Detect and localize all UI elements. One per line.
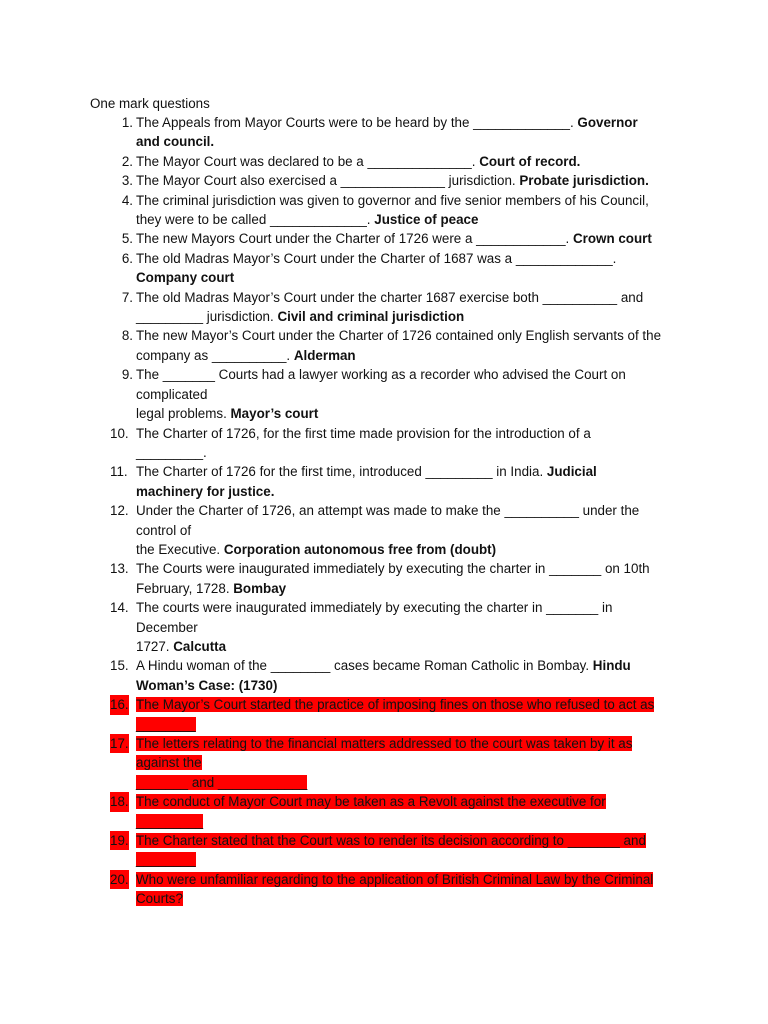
answer-text: Company court	[136, 270, 235, 286]
question-number: 9.	[121, 367, 133, 383]
question-text	[136, 326, 682, 365]
question-line	[136, 307, 682, 326]
question-prompt: The Mayor’s Court started the practice of imposing fines on those who refused to act as	[136, 697, 655, 713]
line-content	[136, 697, 654, 712]
question-item	[112, 695, 682, 734]
question-prompt: _________	[136, 813, 204, 829]
question-text	[136, 249, 682, 288]
question-prompt: The criminal jurisdiction was given to governor and five senior members of his Council,	[136, 192, 649, 208]
question-line	[136, 559, 682, 578]
question-prompt: _________ jurisdiction.	[136, 309, 278, 325]
question-prompt: The Appeals from Mayor Courts were to be heard by the _____________.	[136, 115, 578, 130]
question-line	[136, 191, 682, 210]
question-line	[136, 346, 682, 365]
question-item	[112, 191, 682, 230]
question-line	[136, 521, 682, 540]
line-content	[136, 600, 612, 615]
question-item	[112, 113, 682, 152]
question-number: 7.	[121, 289, 133, 305]
section-heading: One mark questions	[90, 96, 210, 111]
question-item	[112, 462, 682, 501]
question-line	[136, 404, 682, 423]
question-number: 2.	[121, 153, 133, 169]
question-line	[136, 229, 682, 248]
question-text	[136, 559, 682, 598]
question-line	[136, 831, 682, 850]
line-content	[136, 367, 626, 382]
question-prompt: The old Madras Mayor’s Court under the charter 1687 exercise both __________ and	[136, 289, 644, 305]
question-text	[136, 462, 682, 501]
question-number: 5.	[121, 231, 133, 247]
question-text	[136, 870, 682, 909]
line-content	[136, 891, 183, 906]
question-prompt: February, 1728.	[136, 580, 234, 596]
question-prompt: December	[136, 619, 198, 635]
question-line	[136, 171, 682, 190]
question-text	[136, 424, 682, 463]
question-line	[136, 656, 682, 675]
line-content	[136, 387, 207, 402]
line-content	[136, 212, 478, 227]
question-item	[112, 734, 682, 792]
line-content	[136, 620, 198, 635]
question-text	[136, 365, 682, 423]
question-item	[112, 598, 682, 656]
question-line	[136, 618, 682, 637]
question-line	[136, 637, 682, 656]
question-prompt: Courts?	[136, 891, 183, 907]
question-prompt: legal problems.	[136, 406, 231, 422]
question-prompt: 1727.	[136, 638, 174, 654]
question-text	[136, 171, 682, 190]
question-number: 11.	[110, 464, 128, 480]
answer-text: Mayor’s court	[230, 406, 319, 422]
question-prompt: _______ and ____________	[136, 774, 308, 790]
line-content	[136, 561, 650, 576]
line-content	[136, 290, 643, 305]
answer-text: and council.	[136, 134, 215, 150]
question-item	[112, 171, 682, 190]
line-content	[136, 542, 496, 557]
question-line	[136, 695, 682, 714]
question-line	[136, 326, 682, 345]
line-content	[136, 678, 277, 693]
question-prompt: The conduct of Mayor Court may be taken as a Revolt against the executive for	[136, 794, 606, 810]
question-line	[136, 482, 682, 501]
question-line	[136, 734, 682, 753]
line-content	[136, 717, 196, 732]
question-line	[136, 113, 682, 132]
question-number: 4.	[121, 192, 133, 208]
question-item	[112, 249, 682, 288]
question-number: 16.	[110, 695, 129, 714]
answer-text: Bombay	[233, 580, 287, 596]
line-content	[136, 852, 196, 867]
line-content	[136, 251, 616, 266]
line-content	[136, 426, 591, 441]
answer-text: Crown court	[572, 231, 652, 247]
answer-text: Woman’s Case: (1730)	[136, 677, 278, 693]
question-prompt: control of	[136, 522, 192, 538]
question-prompt: Who were unfamiliar regarding to the application of British Criminal Law by the Criminal	[136, 871, 654, 887]
question-item	[112, 326, 682, 365]
question-line	[136, 462, 682, 481]
line-content	[136, 736, 632, 751]
question-item	[112, 288, 682, 327]
question-text	[136, 598, 682, 656]
answer-text: Governor	[577, 115, 638, 130]
question-item	[112, 365, 682, 423]
question-number: 12.	[110, 503, 129, 519]
question-prompt: The Charter stated that the Court was to render its decision according to _______ and	[136, 833, 646, 849]
line-content	[136, 814, 203, 829]
question-line	[136, 676, 682, 695]
question-prompt: Under the Charter of 1726, an attempt was made to make the __________ under the	[136, 503, 640, 519]
question-prompt: complicated	[136, 386, 208, 402]
question-prompt: The Charter of 1726 for the first time, introduced _________ in India.	[136, 464, 547, 480]
question-text	[136, 152, 682, 171]
answer-text: machinery for justice.	[136, 483, 275, 499]
question-text	[136, 501, 682, 559]
question-prompt: ________	[136, 716, 196, 732]
question-number: 19.	[110, 831, 129, 850]
question-text	[136, 695, 682, 734]
line-content	[136, 328, 661, 343]
question-prompt: the Executive.	[136, 541, 224, 557]
question-line	[136, 540, 682, 559]
question-number: 1.	[121, 115, 133, 130]
question-number: 8.	[121, 328, 133, 344]
question-prompt: company as __________.	[136, 347, 294, 363]
answer-text: Court of record.	[479, 153, 581, 169]
question-prompt: ________	[136, 852, 196, 868]
question-number: 18.	[110, 792, 129, 811]
answer-text: Probate jurisdiction.	[519, 173, 649, 189]
line-content	[136, 231, 652, 246]
question-prompt: The old Madras Mayor’s Court under the Charter of 1687 was a _____________.	[136, 250, 617, 266]
answer-text: Hindu	[592, 658, 631, 674]
question-number: 10.	[110, 425, 129, 441]
question-line	[136, 210, 682, 229]
question-line	[136, 288, 682, 307]
line-content	[136, 523, 191, 538]
question-line	[136, 812, 682, 831]
question-text	[136, 191, 682, 230]
line-content	[136, 658, 631, 673]
answer-text: Justice of peace	[374, 212, 479, 228]
question-item	[112, 501, 682, 559]
question-item	[112, 424, 682, 463]
question-prompt: The new Mayor’s Court under the Charter of 1726 contained only English servants of the	[136, 328, 662, 344]
line-content	[136, 115, 638, 130]
question-line	[136, 152, 682, 171]
question-number: 20.	[110, 870, 129, 889]
question-item	[112, 870, 682, 909]
question-line	[136, 424, 682, 443]
line-content	[136, 270, 234, 285]
question-number: 6.	[121, 250, 133, 266]
line-content	[136, 309, 464, 324]
line-content	[136, 833, 646, 848]
question-text	[136, 831, 682, 870]
line-content	[136, 348, 356, 363]
line-content	[136, 755, 202, 770]
question-line	[136, 268, 682, 287]
question-line	[136, 870, 682, 889]
question-prompt: The _______ Courts had a lawyer working as a recorder who advised the Court on	[136, 367, 626, 383]
question-text	[136, 113, 682, 152]
line-content	[136, 581, 286, 596]
question-number: 17.	[110, 734, 129, 753]
question-number: 3.	[121, 173, 133, 189]
answer-text: Civil and criminal jurisdiction	[277, 309, 465, 325]
question-prompt: against the	[136, 755, 202, 771]
answer-text: Calcutta	[173, 638, 227, 654]
question-line	[136, 773, 682, 792]
question-prompt: The courts were inaugurated immediately by executing the charter in _______ in	[136, 600, 613, 616]
question-item	[112, 792, 682, 831]
question-line	[136, 249, 682, 268]
question-prompt: The Mayor Court also exercised a ______________ jurisdiction.	[136, 173, 520, 189]
question-line	[136, 501, 682, 520]
question-list	[112, 113, 682, 909]
question-line	[136, 889, 682, 908]
question-line	[136, 443, 682, 462]
question-line	[136, 715, 682, 734]
question-text	[136, 288, 682, 327]
question-item	[112, 559, 682, 598]
question-line	[136, 385, 682, 404]
line-content	[136, 193, 649, 208]
question-text	[136, 734, 682, 792]
line-content	[136, 639, 226, 654]
line-content	[136, 134, 214, 149]
question-line	[136, 598, 682, 617]
question-number: 15.	[110, 658, 129, 674]
question-line	[136, 792, 682, 811]
question-prompt: The Charter of 1726, for the first time made provision for the introduction of a	[136, 425, 591, 441]
question-prompt: The Mayor Court was declared to be a ______________.	[136, 153, 480, 169]
line-content	[136, 794, 606, 809]
line-content	[136, 484, 274, 499]
answer-text: Alderman	[293, 347, 356, 363]
question-line	[136, 850, 682, 869]
line-content	[136, 154, 580, 169]
line-content	[136, 406, 318, 421]
line-content	[136, 464, 597, 479]
question-prompt: The new Mayors Court under the Charter of 1726 were a ____________.	[136, 231, 573, 247]
question-prompt: they were to be called _____________.	[136, 212, 375, 228]
question-item	[112, 229, 682, 248]
line-content	[136, 775, 307, 790]
question-text	[136, 229, 682, 248]
question-prompt: The letters relating to the financial matters addressed to the court was taken by it as	[136, 736, 633, 751]
question-line	[136, 132, 682, 151]
line-content	[136, 503, 639, 518]
question-prompt: _________.	[136, 444, 207, 460]
question-number: 13.	[110, 561, 129, 577]
line-content	[136, 445, 207, 460]
question-text	[136, 656, 682, 695]
question-item	[112, 152, 682, 171]
question-item	[112, 831, 682, 870]
question-prompt: The Courts were inaugurated immediately by executing the charter in _______ on 10th	[136, 561, 650, 577]
answer-text: Corporation autonomous free from (doubt)	[223, 541, 497, 557]
question-text	[136, 792, 682, 831]
question-line	[136, 365, 682, 384]
question-number: 14.	[110, 600, 129, 616]
question-line	[136, 579, 682, 598]
answer-text: Judicial	[546, 464, 597, 480]
line-content	[136, 173, 649, 188]
question-item	[112, 656, 682, 695]
question-line	[136, 753, 682, 772]
question-prompt: A Hindu woman of the ________ cases became Roman Catholic in Bombay.	[136, 658, 593, 674]
line-content	[136, 872, 653, 887]
